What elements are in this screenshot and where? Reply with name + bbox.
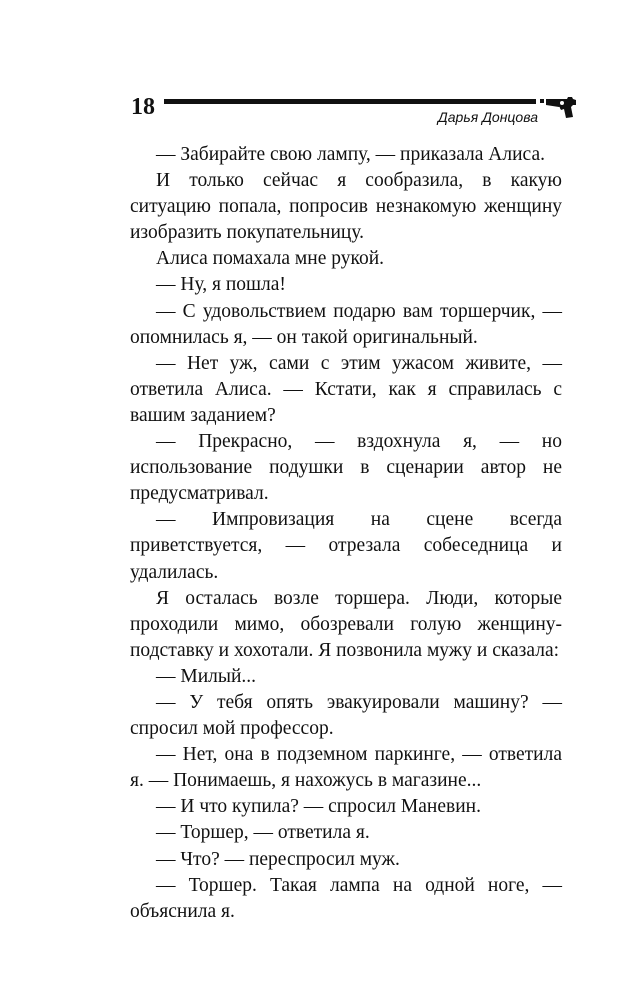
page-body-text	[130, 142, 562, 925]
paragraph: — Торшер, — ответила я.	[156, 822, 370, 844]
paragraph: — Прекрасно, — вздохнула я, — но использование подушки в сценарии автор не предусматривал.	[130, 431, 562, 505]
paragraph: — Ну, я пошла!	[156, 274, 286, 296]
paragraph: — Торшер. Такая лампа на одной ноге, — объяснила я.	[130, 874, 562, 922]
author-name: Дарья Донцова	[437, 109, 538, 125]
paragraph: — Импровизация на сцене всегда приветствуется, — отрезала собеседница и удалилась.	[130, 509, 562, 583]
paragraph: — Забирайте свою лампу, — приказала Алиса.	[156, 144, 545, 165]
paragraph: — Нет, она в подземном паркинге, — ответила я. — Понимаешь, я нахожусь в магазине...	[130, 744, 562, 792]
paragraph: — Нет уж, сами с этим ужасом живите, — ответила Алиса. — Кстати, как я справилась с вашим заданием?	[130, 352, 562, 426]
revolver-icon	[545, 92, 577, 120]
paragraph: Алиса помахала мне рукой.	[156, 248, 385, 270]
paragraph: — Что? — переспросил муж.	[156, 848, 400, 870]
paragraph: — С удовольствием подарю вам торшерчик, — опомнилась я, — он такой оригинальный.	[130, 300, 562, 348]
paragraph: И только сейчас я сообразила, в какую ситуацию попала, попросив незнакомую женщину изобразить покупательницу.	[130, 170, 562, 244]
paragraph: Я осталась возле торшера. Люди, которые проходили мимо, обозревали голую женщину-подставку и хохотали. Я позвонила мужу и сказала:	[130, 587, 562, 661]
header-rule	[164, 99, 536, 104]
paragraph: — У тебя опять эвакуировали машину? — спросил мой профессор.	[130, 691, 562, 740]
paragraph: — И что купила? — спросил Маневин.	[156, 796, 481, 818]
paragraph: — Милый...	[156, 665, 257, 687]
page-number: 18	[131, 94, 155, 120]
